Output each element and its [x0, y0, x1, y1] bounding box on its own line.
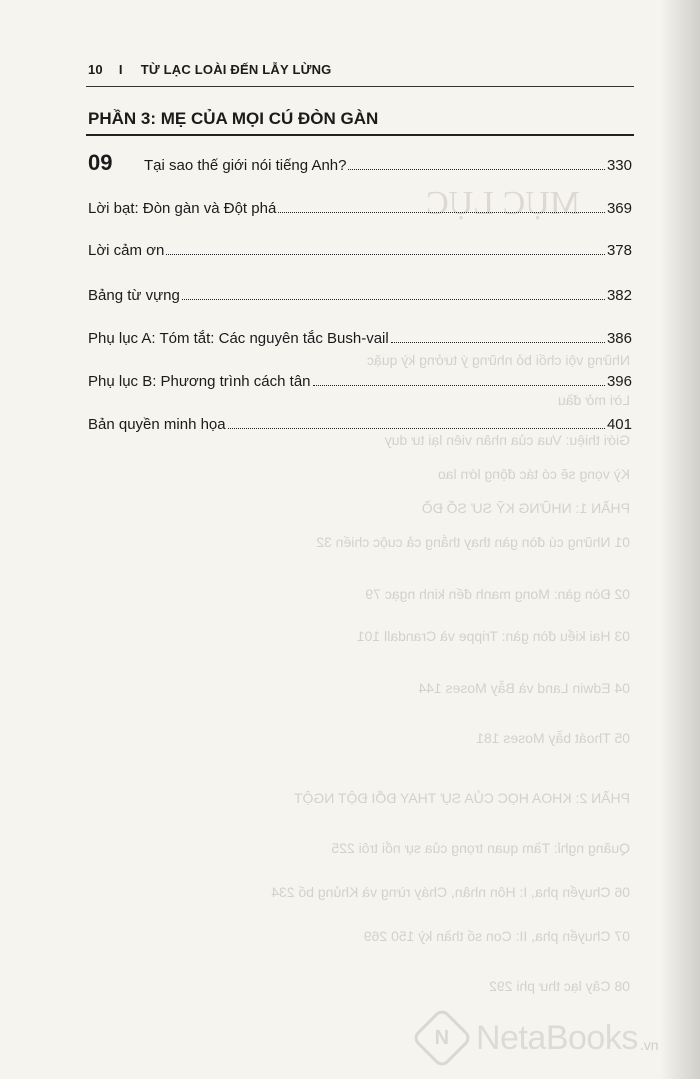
section-title: PHẦN 3: MẸ CỦA MỌI CÚ ĐÒN GÀN: [88, 109, 379, 128]
bleed-through-line: 01 Những cú đòn gàn thay thắng cả cuộc chiến 32: [316, 534, 630, 550]
toc-entry[interactable]: [88, 373, 632, 390]
netabooks-watermark: [420, 1016, 659, 1060]
book-title: TỪ LẠC LOÀI ĐẾN LẪY LỪNG: [140, 62, 332, 77]
toc-entry[interactable]: [88, 242, 632, 259]
bleed-through-line: Kỳ vọng sẽ có tác động lớn lao: [437, 466, 630, 482]
watermark-tld: .vn: [639, 1037, 659, 1053]
bleed-through-line: Giới thiệu: Vua của nhân viên lại tư duy: [384, 432, 630, 448]
toc-entry-page: 330: [606, 157, 632, 174]
leader-dots: [348, 169, 604, 170]
bleed-through-line: Những vội chối bỏ những ý tưởng kỳ quặc: [367, 352, 630, 368]
toc-entry-title: Phụ lục A: Tóm tắt: Các nguyên tắc Bush-vail: [88, 330, 389, 347]
bleed-through-line: 06 Chuyển pha, I: Hôn nhân, Cháy rừng và Khủng bố 234: [271, 884, 630, 900]
page-number: 10: [88, 62, 103, 77]
toc-entry-title: Lời cảm ơn: [88, 242, 165, 259]
toc-entry-title: Phụ lục B: Phương trình cách tân: [88, 373, 311, 390]
bleed-through-line: Lời mở đầu: [557, 392, 630, 408]
bleed-through-line: 08 Cây lạc thư phi 292: [489, 978, 630, 994]
bleed-through-line: 03 Hai kiểu đòn gàn: Trippe và Crandall 101: [356, 628, 630, 644]
leader-dots: [278, 212, 605, 213]
toc-entry[interactable]: [88, 200, 632, 217]
bleed-through-title: MỤC LỤC: [426, 185, 580, 222]
toc-entry-page: 378: [606, 242, 632, 259]
bleed-through-line: PHẦN 1: NHỮNG KỸ SƯ SỐ ĐỒ: [421, 500, 630, 516]
toc-entry-title: Bảng từ vựng: [88, 287, 180, 304]
toc-entry-page: 401: [606, 416, 632, 433]
bleed-through-line: PHẦN 2: KHOA HỌC CỦA SỰ THAY ĐỔI ĐỘT NGỘT: [293, 790, 630, 806]
leader-dots: [228, 428, 605, 429]
toc-entry-title: Tại sao thế giới nói tiếng Anh?: [144, 157, 347, 174]
toc-entry-page: 386: [606, 330, 632, 347]
leader-dots: [313, 385, 605, 386]
toc-entry[interactable]: [88, 330, 632, 347]
bleed-through-line: 02 Đòn gàn: Mong manh đến kinh ngạc 79: [365, 586, 630, 602]
leader-dots: [182, 299, 605, 300]
toc-entry-title: Lời bạt: Đòn gàn và Đột phá: [88, 200, 277, 217]
leader-dots: [166, 254, 605, 255]
bleed-through-line: Quãng nghỉ: Tầm quan trọng của sự nổi trôi 225: [331, 840, 630, 856]
page-edge-shadow: [660, 0, 700, 1079]
running-head: [88, 62, 331, 77]
toc-entry[interactable]: [88, 416, 632, 433]
toc-entry-page: 369: [606, 200, 632, 217]
leader-dots: [391, 342, 605, 343]
toc-entry-title: Bản quyền minh họa: [88, 416, 226, 433]
bleed-through-line: 05 Thoát bẫy Moses 181: [476, 730, 630, 746]
bleed-through-line: 07 Chuyển pha, II: Con số thần kỳ 150 269: [363, 928, 630, 944]
toc-entry[interactable]: [88, 287, 632, 304]
header-separator: I: [118, 62, 123, 77]
header-rule: [86, 86, 634, 87]
chapter-number: 09: [88, 150, 113, 175]
toc-entry[interactable]: [88, 150, 632, 176]
toc-entry-page: 382: [606, 287, 632, 304]
netabooks-logo-icon: N: [411, 1007, 473, 1069]
watermark-brand: NetaBooks: [476, 1018, 638, 1057]
toc-entry-page: 396: [606, 373, 632, 390]
section-rule: [86, 134, 634, 136]
bleed-through-line: 04 Edwin Land và Bẫy Moses 144: [418, 680, 630, 696]
